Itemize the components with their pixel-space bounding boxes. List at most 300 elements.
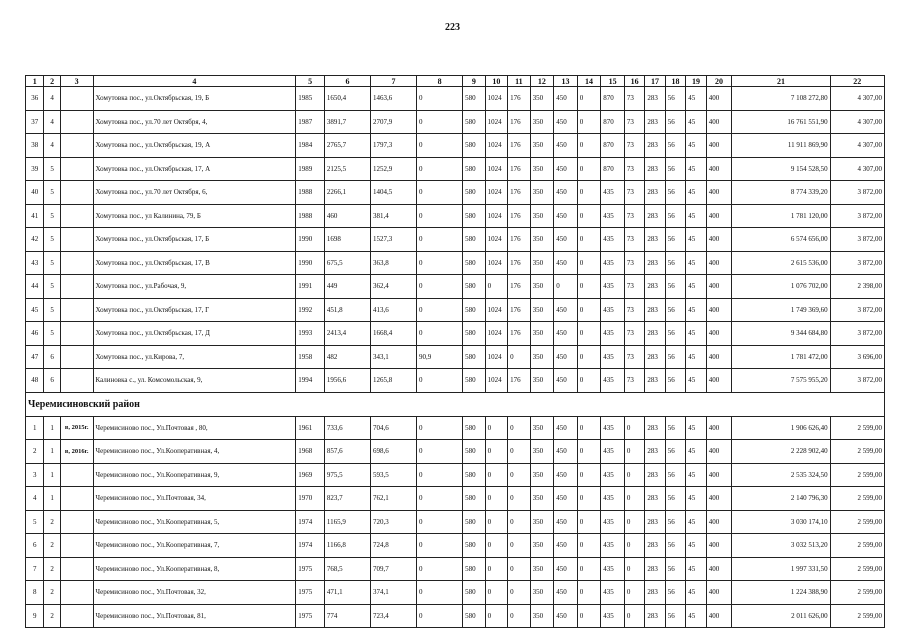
table-cell: 400 [706, 322, 732, 346]
table-cell: 1668,4 [370, 322, 416, 346]
table-cell: 0 [577, 463, 601, 487]
table-cell: 3 [26, 463, 44, 487]
table-cell: 7 575 955,20 [732, 369, 830, 393]
table-cell: 283 [645, 487, 665, 511]
table-cell: 3 032 513,20 [732, 534, 830, 558]
table-row [26, 557, 885, 581]
table-cell: 283 [645, 463, 665, 487]
table-cell: 46 [26, 322, 44, 346]
table-cell: 435 [601, 487, 625, 511]
table-cell [60, 251, 93, 275]
table-cell [60, 604, 93, 628]
table-cell: 2 615 536,00 [732, 251, 830, 275]
table-cell [60, 534, 93, 558]
table-cell: 73 [624, 134, 644, 158]
table-cell: 350 [530, 228, 554, 252]
table-cell: 0 [624, 510, 644, 534]
table-cell: 724,8 [370, 534, 416, 558]
table-cell: 350 [530, 181, 554, 205]
table-cell: 56 [665, 87, 685, 111]
table-cell: 73 [624, 275, 644, 299]
table-cell: 400 [706, 440, 732, 464]
table-cell: 580 [463, 416, 486, 440]
table-cell: 450 [554, 251, 578, 275]
table-cell: 1024 [485, 204, 508, 228]
table-cell: 0 [508, 345, 531, 369]
table-cell: 45 [686, 534, 706, 558]
table-cell: 283 [645, 251, 665, 275]
table-cell: Хомутовка пос., ул.70 лет Октября, 4, [93, 110, 296, 134]
table-cell: 0 [485, 487, 508, 511]
header-cell: 3 [60, 76, 93, 87]
table-cell: 73 [624, 181, 644, 205]
table-cell: 580 [463, 275, 486, 299]
table-cell: 450 [554, 487, 578, 511]
table-cell: 3 872,00 [830, 204, 884, 228]
table-cell: 0 [485, 416, 508, 440]
table-cell: 3 872,00 [830, 369, 884, 393]
table-cell: 176 [508, 87, 531, 111]
table-cell: 381,4 [370, 204, 416, 228]
table-cell: Черемисиново пос., Ул.Почтовая, 81, [93, 604, 296, 628]
table-cell: 45 [686, 110, 706, 134]
table-cell: 4 [44, 134, 60, 158]
table-cell: 1024 [485, 134, 508, 158]
table-cell: 0 [485, 510, 508, 534]
table-cell: 56 [665, 204, 685, 228]
table-cell: 0 [417, 557, 463, 581]
table-cell: 1956,6 [324, 369, 370, 393]
table-cell: 0 [577, 228, 601, 252]
table-cell: 2 599,00 [830, 487, 884, 511]
table-cell: 0 [508, 510, 531, 534]
table-cell: 1988 [296, 181, 325, 205]
table-cell: 56 [665, 463, 685, 487]
table-cell: 45 [686, 322, 706, 346]
table-cell: 0 [417, 487, 463, 511]
table-row [26, 228, 885, 252]
table-cell: 2266,1 [324, 181, 370, 205]
table-cell: 0 [577, 110, 601, 134]
table-cell: 56 [665, 440, 685, 464]
table-cell: 2 599,00 [830, 581, 884, 605]
table-cell: Хомутовка пос., ул.Октябрьская, 17, Д [93, 322, 296, 346]
header-cell: 6 [324, 76, 370, 87]
table-cell: 5 [44, 251, 60, 275]
table-cell: Черемисиново пос., Ул.Кооперативная, 7, [93, 534, 296, 558]
table-cell: 435 [601, 204, 625, 228]
table-cell: 0 [508, 534, 531, 558]
table-cell: 45 [686, 228, 706, 252]
table-cell: 471,1 [324, 581, 370, 605]
table-cell: 73 [624, 228, 644, 252]
table-cell: 56 [665, 322, 685, 346]
table-cell: 1024 [485, 157, 508, 181]
table-cell: 45 [686, 487, 706, 511]
table-body [26, 76, 885, 628]
table-cell: 0 [508, 581, 531, 605]
table-cell: 774 [324, 604, 370, 628]
table-cell: 2 599,00 [830, 416, 884, 440]
table-cell: 0 [417, 322, 463, 346]
table-cell: 45 [686, 345, 706, 369]
header-cell: 20 [706, 76, 732, 87]
table-cell: 450 [554, 181, 578, 205]
table-row [26, 204, 885, 228]
table-cell: 0 [485, 534, 508, 558]
table-cell: Хомутовка пос., ул Калинина, 79, Б [93, 204, 296, 228]
table-cell: 56 [665, 369, 685, 393]
table-cell: 56 [665, 251, 685, 275]
table-cell: 2125,5 [324, 157, 370, 181]
table-cell: 0 [577, 87, 601, 111]
table-cell: 870 [601, 134, 625, 158]
table-cell: 350 [530, 157, 554, 181]
table-cell: 0 [417, 463, 463, 487]
table-cell: 450 [554, 440, 578, 464]
table-cell: 1974 [296, 510, 325, 534]
table-cell: 0 [485, 275, 508, 299]
table-cell: Черемисиново пос., Ул.Кооперативная, 9, [93, 463, 296, 487]
table-cell: 450 [554, 134, 578, 158]
table-cell: 0 [577, 416, 601, 440]
table-cell: 580 [463, 322, 486, 346]
table-cell: Черемисиново пос., Ул.Почтовая, 34, [93, 487, 296, 511]
table-cell: 350 [530, 487, 554, 511]
table-cell: 350 [530, 298, 554, 322]
table-cell: 1984 [296, 134, 325, 158]
table-cell: 580 [463, 581, 486, 605]
table-cell: 56 [665, 134, 685, 158]
table-row [26, 157, 885, 181]
table-cell: 45 [686, 557, 706, 581]
table-cell: 0 [577, 345, 601, 369]
table-cell: 435 [601, 557, 625, 581]
header-cell: 16 [624, 76, 644, 87]
table-cell: 1975 [296, 604, 325, 628]
table-cell: 0 [577, 440, 601, 464]
table-cell: 450 [554, 322, 578, 346]
table-cell [60, 275, 93, 299]
table-cell: 400 [706, 487, 732, 511]
table-cell: 975,5 [324, 463, 370, 487]
table-cell: 0 [577, 557, 601, 581]
table-cell: 2 599,00 [830, 440, 884, 464]
table-cell: 2 [44, 557, 60, 581]
table-cell: 73 [624, 251, 644, 275]
table-cell: 283 [645, 510, 665, 534]
table-cell: 2 535 324,50 [732, 463, 830, 487]
table-cell: 45 [686, 604, 706, 628]
table-cell: 400 [706, 463, 732, 487]
table-cell: 1 [44, 440, 60, 464]
table-cell: 2707,9 [370, 110, 416, 134]
table-cell: 0 [624, 534, 644, 558]
table-cell: 1404,5 [370, 181, 416, 205]
table-cell: 350 [530, 204, 554, 228]
table-cell: 1974 [296, 534, 325, 558]
table-cell: 45 [686, 134, 706, 158]
table-cell: 435 [601, 534, 625, 558]
table-cell: 45 [686, 204, 706, 228]
table-cell: 283 [645, 345, 665, 369]
table-cell [60, 322, 93, 346]
table-cell: 283 [645, 157, 665, 181]
table-cell: 723,4 [370, 604, 416, 628]
table-cell: 283 [645, 369, 665, 393]
table-cell: 0 [577, 204, 601, 228]
table-cell: 580 [463, 534, 486, 558]
table-cell: 3891,7 [324, 110, 370, 134]
table-cell: 4 307,00 [830, 87, 884, 111]
table-cell [60, 204, 93, 228]
header-cell: 19 [686, 76, 706, 87]
header-cell: 5 [296, 76, 325, 87]
table-cell: 400 [706, 534, 732, 558]
header-cell: 2 [44, 76, 60, 87]
table-cell: 1 076 702,00 [732, 275, 830, 299]
table-cell: 5 [44, 204, 60, 228]
region-title: Черемисиновский район [26, 392, 885, 416]
table-cell: 283 [645, 534, 665, 558]
header-cell: 11 [508, 76, 531, 87]
table-cell: 0 [417, 416, 463, 440]
table-cell: 363,8 [370, 251, 416, 275]
table-cell: Черемисиново пос., Ул.Почтовая , 80, [93, 416, 296, 440]
table-cell: Черемисиново пос., Ул.Кооперативная, 8, [93, 557, 296, 581]
table-cell: 0 [485, 557, 508, 581]
table-cell: 176 [508, 369, 531, 393]
table-cell: 350 [530, 322, 554, 346]
table-cell: 2 599,00 [830, 604, 884, 628]
table-cell: 580 [463, 298, 486, 322]
table-cell: 38 [26, 134, 44, 158]
table-cell: 45 [686, 416, 706, 440]
table-cell: 460 [324, 204, 370, 228]
header-cell: 15 [601, 76, 625, 87]
table-header [26, 76, 885, 87]
table-cell: 3 872,00 [830, 181, 884, 205]
table-cell: 400 [706, 110, 732, 134]
table-cell: 400 [706, 275, 732, 299]
table-cell: 0 [508, 440, 531, 464]
table-cell: Хомутовка пос., ул.Октябрьская, 19, Б [93, 87, 296, 111]
table-cell: Черемисиново пос., Ул.Кооперативная, 4, [93, 440, 296, 464]
table-cell: 47 [26, 345, 44, 369]
header-cell: 8 [417, 76, 463, 87]
table-cell: 56 [665, 416, 685, 440]
table-cell: 350 [530, 463, 554, 487]
table-cell: 1969 [296, 463, 325, 487]
table-cell [60, 487, 93, 511]
table-cell [60, 181, 93, 205]
table-cell: 0 [577, 181, 601, 205]
table-cell: 0 [508, 604, 531, 628]
table-cell: 73 [624, 87, 644, 111]
table-cell: 450 [554, 510, 578, 534]
table-cell: 2 599,00 [830, 557, 884, 581]
table-cell: 450 [554, 157, 578, 181]
table-cell: 1988 [296, 204, 325, 228]
table-cell: 40 [26, 181, 44, 205]
table-cell: 4 [26, 487, 44, 511]
table-cell: 350 [530, 416, 554, 440]
header-cell: 10 [485, 76, 508, 87]
table-cell: 435 [601, 228, 625, 252]
table-row [26, 110, 885, 134]
table-cell: 1990 [296, 251, 325, 275]
table-cell [60, 134, 93, 158]
table-cell: 0 [417, 510, 463, 534]
table-cell: 1 781 472,00 [732, 345, 830, 369]
table-cell: Черемисиново пос., Ул.Почтовая, 32, [93, 581, 296, 605]
table-cell: 3 872,00 [830, 251, 884, 275]
table-cell: 0 [417, 204, 463, 228]
table-cell: 1166,8 [324, 534, 370, 558]
table-cell: 1961 [296, 416, 325, 440]
table-cell: 4 307,00 [830, 110, 884, 134]
table-cell: 45 [686, 369, 706, 393]
table-cell: 350 [530, 440, 554, 464]
table-cell: 0 [485, 581, 508, 605]
table-cell: 45 [686, 157, 706, 181]
table-cell: 0 [577, 157, 601, 181]
table-cell: 350 [530, 534, 554, 558]
table-cell: 362,4 [370, 275, 416, 299]
table-cell: 283 [645, 322, 665, 346]
table-row [26, 487, 885, 511]
table-cell: 6 [44, 369, 60, 393]
table-cell: 73 [624, 110, 644, 134]
table-cell: 0 [417, 440, 463, 464]
table-cell [60, 298, 93, 322]
table-cell: 450 [554, 534, 578, 558]
table-cell: 450 [554, 604, 578, 628]
table-cell: 283 [645, 557, 665, 581]
table-cell: 37 [26, 110, 44, 134]
table-cell: Черемисиново пос., Ул.Кооперативная, 5, [93, 510, 296, 534]
table-cell: 56 [665, 157, 685, 181]
table-row [26, 87, 885, 111]
table-cell: 350 [530, 581, 554, 605]
table-row [26, 534, 885, 558]
table-cell: 45 [686, 581, 706, 605]
table-cell [60, 510, 93, 534]
table-cell: 3 030 174,10 [732, 510, 830, 534]
table-cell: 56 [665, 298, 685, 322]
table-cell: 400 [706, 204, 732, 228]
table-cell: 6 [26, 534, 44, 558]
header-cell: 4 [93, 76, 296, 87]
table-cell: 1 224 388,90 [732, 581, 830, 605]
table-cell: 580 [463, 463, 486, 487]
table-cell: 0 [417, 604, 463, 628]
table-cell: 0 [624, 557, 644, 581]
table-cell: 400 [706, 557, 732, 581]
header-cell: 12 [530, 76, 554, 87]
table-cell: 1024 [485, 298, 508, 322]
table-cell: 450 [554, 345, 578, 369]
table-cell: 704,6 [370, 416, 416, 440]
region-row [26, 392, 885, 416]
table-cell [60, 110, 93, 134]
table-row [26, 181, 885, 205]
table-cell: Хомутовка пос., ул.Октябрьская, 17, А [93, 157, 296, 181]
table-cell: 1 997 331,50 [732, 557, 830, 581]
table-cell: 400 [706, 134, 732, 158]
table-cell: 9 344 684,80 [732, 322, 830, 346]
header-cell: 9 [463, 76, 486, 87]
table-cell: 5 [44, 275, 60, 299]
table-cell: Хомутовка пос., ул.Октябрьская, 17, Б [93, 228, 296, 252]
header-cell: 13 [554, 76, 578, 87]
table-cell: 8 [26, 581, 44, 605]
table-cell: 580 [463, 487, 486, 511]
table-cell: 870 [601, 157, 625, 181]
table-cell: 9 [26, 604, 44, 628]
table-row [26, 463, 885, 487]
table-cell: 0 [508, 416, 531, 440]
table-cell: 1024 [485, 345, 508, 369]
table-cell: 73 [624, 369, 644, 393]
table-cell: 1975 [296, 581, 325, 605]
table-cell: 0 [624, 487, 644, 511]
table-cell: 0 [508, 487, 531, 511]
table-cell: 580 [463, 604, 486, 628]
table-cell [60, 369, 93, 393]
header-cell: 7 [370, 76, 416, 87]
table-cell: 1165,9 [324, 510, 370, 534]
table-cell: 4 [44, 87, 60, 111]
table-cell: 4 307,00 [830, 134, 884, 158]
table-cell: 435 [601, 275, 625, 299]
table-cell: Хомутовка пос., ул.Октябрьская, 17, Г [93, 298, 296, 322]
table-cell: 283 [645, 581, 665, 605]
table-cell: 823,7 [324, 487, 370, 511]
table-cell: 8 774 339,20 [732, 181, 830, 205]
table-cell: 1024 [485, 110, 508, 134]
page-number: 223 [445, 22, 460, 33]
table-cell: 43 [26, 251, 44, 275]
table-cell: 0 [577, 487, 601, 511]
table-cell: 675,5 [324, 251, 370, 275]
table-cell: 400 [706, 345, 732, 369]
table-cell: 2 599,00 [830, 463, 884, 487]
table-cell: 1024 [485, 322, 508, 346]
table-cell: 435 [601, 463, 625, 487]
table-cell: 1970 [296, 487, 325, 511]
table-cell: 0 [624, 581, 644, 605]
table-cell: 56 [665, 581, 685, 605]
table-cell: 0 [577, 510, 601, 534]
table-cell: 2 [44, 604, 60, 628]
table-cell: 45 [686, 298, 706, 322]
table-cell: 580 [463, 134, 486, 158]
table-cell: 450 [554, 228, 578, 252]
table-cell: 0 [417, 157, 463, 181]
table-cell: 73 [624, 322, 644, 346]
table-cell: 450 [554, 463, 578, 487]
table-cell: 0 [485, 604, 508, 628]
table-cell: 5 [26, 510, 44, 534]
header-cell: 17 [645, 76, 665, 87]
table-cell: 283 [645, 110, 665, 134]
table-cell: 580 [463, 228, 486, 252]
table-cell: 6 [44, 345, 60, 369]
table-cell: 0 [417, 251, 463, 275]
table-cell [60, 87, 93, 111]
table-cell: 56 [665, 510, 685, 534]
